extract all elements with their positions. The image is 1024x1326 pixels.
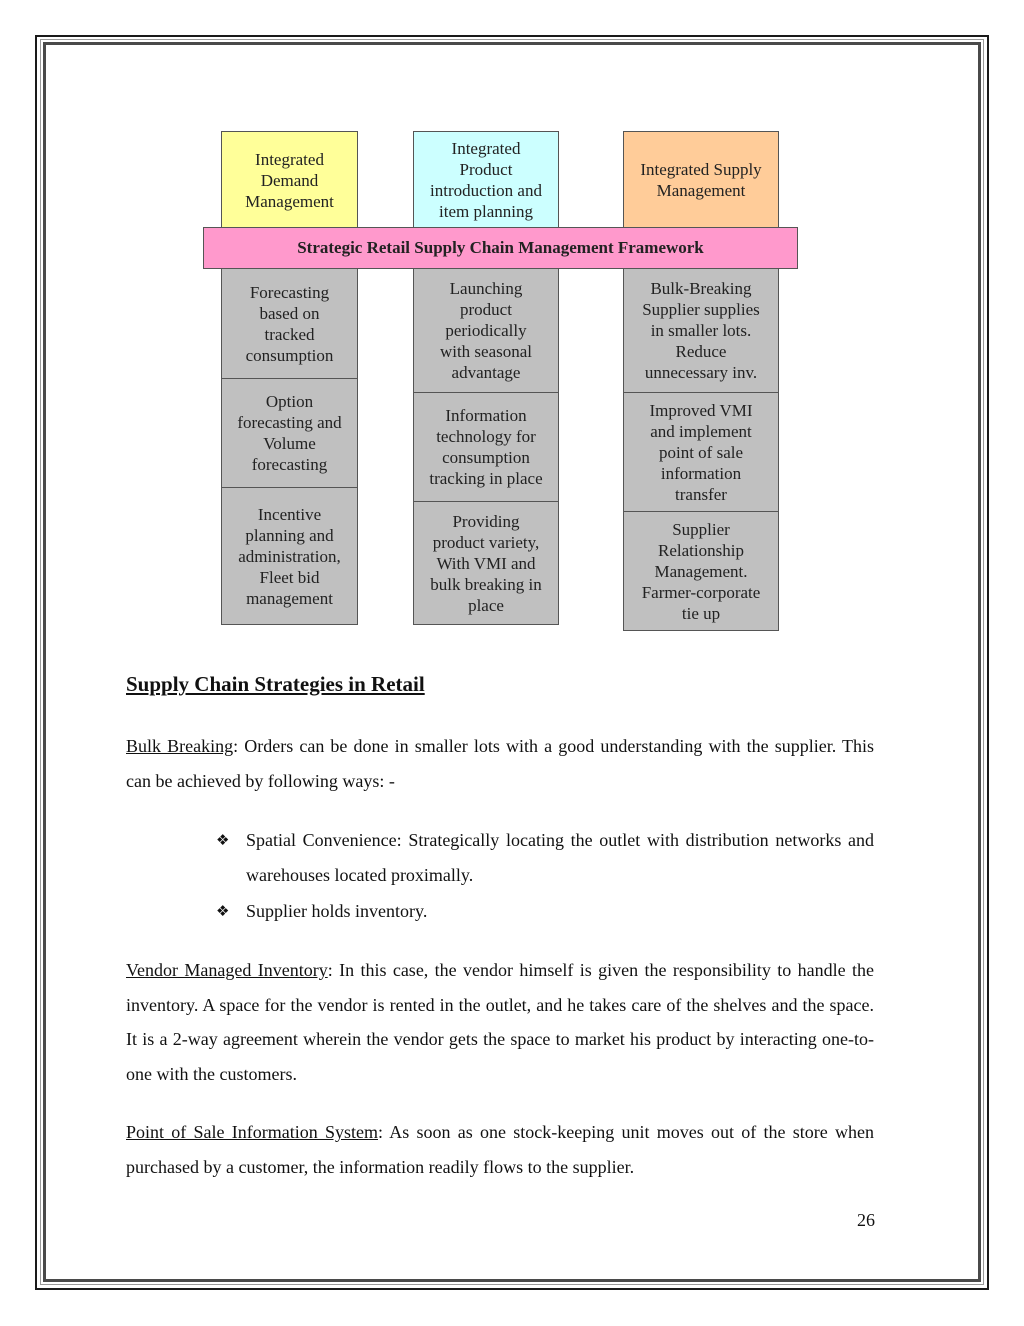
column-3-cell-1: Bulk-Breaking Supplier supplies in smaller lots. Reduce unnecessary inv. [623,268,779,393]
vmi-term: Vendor Managed Inventory [126,960,328,980]
column-2-cell-2: Information technology for consumption tracking in place [413,392,559,502]
section-heading: Supply Chain Strategies in Retail [126,672,425,696]
bulk-breaking-text: : Orders can be done in smaller lots with a good understanding with the supplier. This can be achieved by following ways: - [126,736,874,791]
column-2-cell-3: Providing product variety, With VMI and bulk breaking in place [413,501,559,625]
column-3-cell-2: Improved VMI and implement point of sale information transfer [623,392,779,512]
column-1-cell-1: Forecasting based on tracked consumption [221,268,358,379]
pos-paragraph [126,1115,874,1184]
bulk-breaking-term: Bulk Breaking [126,736,234,756]
bullet-text: Supplier holds inventory. [246,901,428,921]
bulk-breaking-bullets [216,823,874,930]
framework-banner: Strategic Retail Supply Chain Management Framework [203,227,798,269]
column-1-cell-3: Incentive planning and administration, Fleet bid management [221,487,358,625]
column-2-header: Integrated Product introduction and item planning [413,131,559,229]
list-item [216,894,874,929]
pos-text: : As soon as one stock-keeping unit moves out of the store when purchased by a customer, the information readily flows to the supplier. [126,1122,874,1177]
framework-diagram [0,0,1024,640]
vmi-text: : In this case, the vendor himself is given the responsibility to handle the inventory. A space for the vendor is rented in the outlet, and he takes care of the shelves and the space. It is a 2-way agreement wherein the vendor gets the space to market his product by interacting one-to-one with the customers. [126,960,874,1084]
pos-term: Point of Sale Information System [126,1122,378,1142]
column-1-cell-2: Option forecasting and Volume forecasting [221,378,358,488]
bullet-text: Spatial Convenience: Strategically locating the outlet with distribution networks and warehouses located proximally. [246,830,874,885]
column-3-cell-3: Supplier Relationship Management. Farmer-corporate tie up [623,511,779,631]
column-1-header: Integrated Demand Management [221,131,358,229]
list-item [216,823,874,893]
column-3-header: Integrated Supply Management [623,131,779,229]
vmi-paragraph [126,953,874,1091]
diamond-bullet-icon: ❖ [216,831,230,849]
page-number: 26 [857,1210,875,1230]
bulk-breaking-paragraph [126,729,874,798]
diamond-bullet-icon: ❖ [216,902,230,920]
column-2-cell-1: Launching product periodically with seasonal advantage [413,268,559,393]
